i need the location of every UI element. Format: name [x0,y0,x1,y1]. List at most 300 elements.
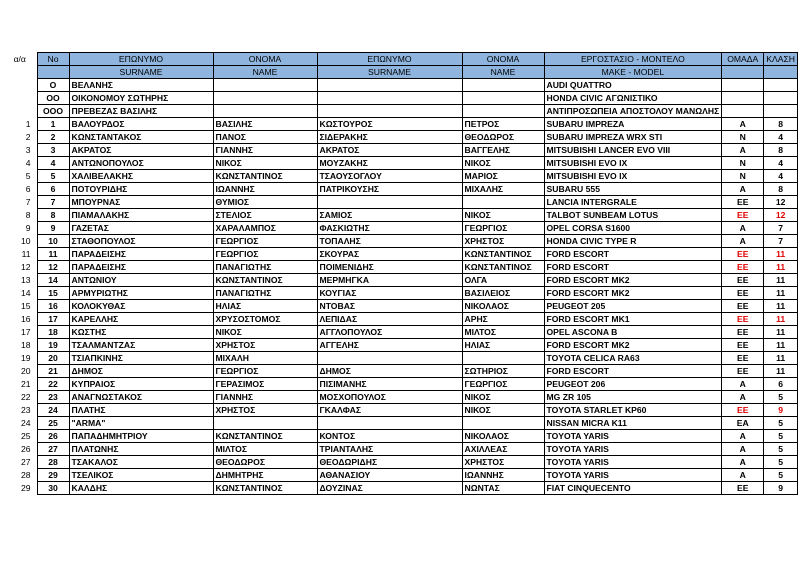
cell-driver-name: ΒΑΣΙΛΗΣ [213,118,317,131]
cell-class [764,79,798,92]
cell-driver-surname: ΒΑΛΟΥΡΔΟΣ [69,118,213,131]
table-row [7,183,797,196]
cell-start-number: 29 [37,469,69,482]
cell-codriver-surname [317,92,462,105]
cell-codriver-surname: ΚΟΝΤΟΣ [317,430,462,443]
cell-driver-name: ΜΙΛΤΟΣ [213,443,317,456]
cell-codriver-name: ΘΕΟΔΩΡΟΣ [462,131,544,144]
cell-codriver-surname: ΠΟΙΜΕΝΙΔΗΣ [317,261,462,274]
cell-driver-surname: ΔΗΜΟΣ [69,365,213,378]
cell-aa [7,92,37,105]
cell-driver-name: ΓΙΑΝΝΗΣ [213,144,317,157]
cell-driver-name: ΚΩΝΣΤΑΝΤΙΝΟΣ [213,482,317,495]
cell-driver-surname: ΠΛΑΤΗΣ [69,404,213,417]
cell-driver-name: ΗΛΙΑΣ [213,300,317,313]
cell-car: ΑΝΤΙΠΡΟΣΩΠΕΙΑ ΑΠΟΣΤΟΛΟΥ ΜΑΝΩΛΗΣ [544,105,722,118]
cell-car: FORD ESCORT [544,261,722,274]
header-class-gr: ΚΛΑΣΗ [764,53,798,66]
cell-driver-surname: ΒΕΛΑΝΗΣ [69,79,213,92]
cell-car: HONDA CIVIC ΑΓΩΝΙΣΤΙΚΟ [544,92,722,105]
cell-start-number: 20 [37,352,69,365]
table-row [7,209,797,222]
cell-driver-surname: ΑΝΤΩΝΟΠΟΥΛΟΣ [69,157,213,170]
cell-car: NISSAN MICRA K11 [544,417,722,430]
cell-aa: 28 [20,470,31,480]
cell-driver-surname: ΓΑΖΕΤΑΣ [69,222,213,235]
table-row [7,105,797,118]
cell-codriver-name: ΝΙΚΟΣ [462,209,544,222]
cell-driver-surname: ΑΝΤΩΝΙΟΥ [69,274,213,287]
cell-codriver-surname: ΑΓΓΛΟΠΟΥΛΟΣ [317,326,462,339]
cell-aa: 26 [20,444,31,454]
cell-group: N [722,170,764,183]
table-row [7,235,797,248]
cell-codriver-surname: ΔΗΜΟΣ [317,365,462,378]
cell-group: EE [722,287,764,300]
cell-driver-name: ΓΙΑΝΝΗΣ [213,391,317,404]
cell-codriver-surname: ΑΚΡΑΤΟΣ [317,144,462,157]
cell-driver-surname: ΚΥΠΡΑΙΟΣ [69,378,213,391]
cell-driver-surname: ΣΤΑΘΟΠΟΥΛΟΣ [69,235,213,248]
cell-start-number: 17 [37,313,69,326]
cell-start-number: 12 [37,261,69,274]
cell-codriver-surname: ΔΟΥΖΙΝΑΣ [317,482,462,495]
cell-codriver-name: ΣΩΤΗΡΙΟΣ [462,365,544,378]
cell-driver-name: ΠΑΝΟΣ [213,131,317,144]
cell-codriver-name: ΓΕΩΡΓΙΟΣ [462,222,544,235]
cell-car: SUBARU IMPREZA WRX STI [544,131,722,144]
cell-driver-name: ΓΕΩΡΓΙΟΣ [213,248,317,261]
header-driver-name-gr: ΟΝΟΜΑ [213,53,317,66]
cell-codriver-name [462,196,544,209]
cell-class: 9 [764,404,798,417]
cell-aa [7,105,37,118]
cell-car: OPEL ASCONA B [544,326,722,339]
table-row [7,222,797,235]
cell-car: FORD ESCORT [544,248,722,261]
cell-driver-name: ΧΡΥΣΟΣΤΟΜΟΣ [213,313,317,326]
cell-group: A [722,118,764,131]
cell-start-number: 14 [37,274,69,287]
cell-aa: 17 [20,327,31,337]
cell-class: 7 [764,235,798,248]
cell-driver-name [213,92,317,105]
table-row [7,378,797,391]
cell-car: TOYOTA YARIS [544,469,722,482]
cell-driver-surname: ΤΣΕΛΙΚΟΣ [69,469,213,482]
cell-codriver-name: ΙΩΑΝΝΗΣ [462,469,544,482]
cell-driver-surname: ΑΡΜΥΡΙΩΤΗΣ [69,287,213,300]
cell-driver-surname: ΤΣΑΚΑΛΟΣ [69,456,213,469]
table-row [7,469,797,482]
cell-codriver-surname: ΑΘΑΝΑΣΙΟΥ [317,469,462,482]
cell-class: 4 [764,170,798,183]
cell-aa: 23 [20,405,31,415]
cell-aa: 16 [20,314,31,324]
cell-group: EE [722,404,764,417]
cell-codriver-name: ΧΡΗΣΤΟΣ [462,456,544,469]
cell-driver-surname: ΠΑΡΑΔΕΙΣΗΣ [69,261,213,274]
cell-aa: 9 [25,223,31,233]
cell-class [764,105,798,118]
cell-driver-name: ΜΙΧΑΛΗ [213,352,317,365]
cell-group: A [722,443,764,456]
cell-car: HONDA CIVIC TYPE R [544,235,722,248]
cell-car: PEUGEOT 206 [544,378,722,391]
cell-codriver-name: ΒΑΣΙΛΕΙΟΣ [462,287,544,300]
cell-start-number: 9 [37,222,69,235]
cell-aa: 13 [20,275,31,285]
header-row-greek [7,53,797,66]
cell-driver-surname: ΤΣΑΛΜΑΝΤΖΑΣ [69,339,213,352]
cell-start-number: 30 [37,482,69,495]
cell-aa: 20 [20,366,31,376]
header-car-gr: ΕΡΓΟΣΤΑΣΙΟ - ΜΟΝΤΕΛΟ [544,53,722,66]
cell-car: LANCIA INTERGRALE [544,196,722,209]
cell-start-number: 25 [37,417,69,430]
cell-driver-surname: ΧΑΛΙΒΕΛΑΚΗΣ [69,170,213,183]
cell-car: MITSUBISHI EVO IX [544,157,722,170]
cell-group: EE [722,274,764,287]
cell-start-number: OOO [37,105,69,118]
cell-car: MITSUBISHI LANCER EVO VIII [544,144,722,157]
cell-codriver-name: ΒΑΓΓΕΛΗΣ [462,144,544,157]
cell-driver-name: ΓΕΡΑΣΙΜΟΣ [213,378,317,391]
cell-aa: 7 [25,197,31,207]
cell-codriver-surname: ΤΡΙΑΝΤΑΛΗΣ [317,443,462,456]
table-row [7,170,797,183]
table-row [7,274,797,287]
cell-aa: 2 [25,132,31,142]
cell-codriver-surname [317,105,462,118]
cell-class: 8 [764,183,798,196]
cell-start-number: 27 [37,443,69,456]
cell-codriver-name [462,92,544,105]
header-row-english [7,66,797,79]
cell-codriver-name: ΝΙΚΟΣ [462,157,544,170]
cell-start-number: 28 [37,456,69,469]
cell-class: 11 [764,287,798,300]
cell-class: 12 [764,209,798,222]
cell-class: 5 [764,456,798,469]
header-driver-surname-en: SURNAME [69,66,213,79]
cell-codriver-name: ΝΩΝΤΑΣ [462,482,544,495]
cell-group: A [722,235,764,248]
cell-driver-surname: ΠΙΑΜΑΛΑΚΗΣ [69,209,213,222]
cell-driver-name: ΓΕΩΡΓΙΟΣ [213,365,317,378]
cell-group: A [722,391,764,404]
cell-start-number: 8 [37,209,69,222]
cell-driver-name: ΧΡΗΣΤΟΣ [213,339,317,352]
cell-group: EE [722,248,764,261]
cell-aa: 4 [25,158,31,168]
cell-class: 5 [764,430,798,443]
cell-codriver-surname: ΝΤΟΒΑΣ [317,300,462,313]
cell-start-number: 3 [37,144,69,157]
cell-aa: 8 [25,210,31,220]
cell-codriver-name: ΗΛΙΑΣ [462,339,544,352]
cell-driver-name: ΙΩΑΝΝΗΣ [213,183,317,196]
cell-codriver-surname [317,196,462,209]
cell-driver-name: ΓΕΩΡΓΙΟΣ [213,235,317,248]
cell-aa: 25 [20,431,31,441]
cell-driver-surname: ΠΡΕΒΕΖΑΣ ΒΑΣΙΛΗΣ [69,105,213,118]
cell-aa: 14 [20,288,31,298]
cell-codriver-surname: ΠΙΣΙΜΑΝΗΣ [317,378,462,391]
cell-class [764,92,798,105]
cell-class: 5 [764,443,798,456]
cell-driver-name: ΠΑΝΑΓΙΩΤΗΣ [213,261,317,274]
cell-codriver-surname: ΠΑΤΡΙΚΟΥΣΗΣ [317,183,462,196]
cell-aa: 3 [25,145,31,155]
cell-driver-name: ΝΙΚΟΣ [213,157,317,170]
cell-car: TALBOT SUNBEAM LOTUS [544,209,722,222]
cell-group: EA [722,417,764,430]
header-group-en [722,66,764,79]
cell-group [722,92,764,105]
table-row [7,157,797,170]
cell-codriver-name: ΝΙΚΟΣ [462,391,544,404]
cell-car: MITSUBISHI EVO IX [544,170,722,183]
cell-driver-surname: ΚΩΝΣΤΑΝΤΑΚΟΣ [69,131,213,144]
cell-driver-surname: ΠΑΠΑΔΗΜΗΤΡΙΟΥ [69,430,213,443]
cell-codriver-surname: ΣΚΟΥΡΑΣ [317,248,462,261]
cell-class: 8 [764,144,798,157]
cell-aa: 22 [20,392,31,402]
table-row [7,118,797,131]
cell-codriver-surname: ΤΣΑΟΥΣΟΓΛΟΥ [317,170,462,183]
cell-codriver-name: ΝΙΚΟΛΑΟΣ [462,300,544,313]
cell-car: FORD ESCORT MK2 [544,274,722,287]
table-row [7,352,797,365]
table-row [7,313,797,326]
table-row [7,391,797,404]
cell-start-number: 23 [37,391,69,404]
cell-codriver-name [462,352,544,365]
header-no-blank [37,66,69,79]
cell-codriver-name: ΓΕΩΡΓΙΟΣ [462,378,544,391]
table-row [7,196,797,209]
header-codriver-name-en: NAME [462,66,544,79]
cell-group: A [722,456,764,469]
cell-class: 11 [764,326,798,339]
cell-driver-name: ΚΩΝΣΤΑΝΤΙΝΟΣ [213,430,317,443]
cell-codriver-surname: ΚΩΣΤΟΥΡΟΣ [317,118,462,131]
cell-aa: 24 [20,418,31,428]
cell-driver-surname: ΚΩΣΤΗΣ [69,326,213,339]
cell-class: 11 [764,339,798,352]
cell-car: PEUGEOT 205 [544,300,722,313]
cell-driver-name [213,105,317,118]
cell-codriver-name: ΜΑΡΙΟΣ [462,170,544,183]
cell-group: A [722,183,764,196]
cell-class: 11 [764,248,798,261]
cell-start-number: 21 [37,365,69,378]
cell-codriver-name: ΠΕΤΡΟΣ [462,118,544,131]
cell-codriver-name: ΧΡΗΣΤΟΣ [462,235,544,248]
cell-class: 5 [764,417,798,430]
cell-car: MG ZR 105 [544,391,722,404]
table-row [7,456,797,469]
cell-car: FIAT CINQUECENTO [544,482,722,495]
cell-codriver-name: ΜΙΛΤΟΣ [462,326,544,339]
table-row [7,404,797,417]
cell-codriver-surname: ΛΕΠΙΔΑΣ [317,313,462,326]
cell-driver-surname: "ARMA" [69,417,213,430]
cell-car: TOYOTA YARIS [544,430,722,443]
cell-class: 8 [764,118,798,131]
cell-group: EE [722,196,764,209]
table-row [7,287,797,300]
cell-start-number: 15 [37,287,69,300]
cell-codriver-surname: ΜΟΥΖΑΚΗΣ [317,157,462,170]
cell-driver-surname: ΑΚΡΑΤΟΣ [69,144,213,157]
entry-list-table [7,52,798,495]
cell-aa: 12 [20,262,31,272]
table-row [7,79,797,92]
cell-group: EE [722,326,764,339]
cell-codriver-name [462,79,544,92]
cell-class: 11 [764,313,798,326]
header-aa-blank [7,66,37,79]
cell-class: 11 [764,365,798,378]
cell-class: 11 [764,261,798,274]
cell-start-number: 18 [37,326,69,339]
cell-car: FORD ESCORT [544,365,722,378]
cell-driver-surname: ΠΑΡΑΔΕΙΣΗΣ [69,248,213,261]
table-row [7,417,797,430]
cell-driver-name: ΚΩΝΣΤΑΝΤΙΝΟΣ [213,274,317,287]
cell-driver-name: ΚΩΝΣΤΑΝΤΙΝΟΣ [213,170,317,183]
cell-driver-surname: ΤΣΙΑΠΚΙΝΗΣ [69,352,213,365]
cell-class: 4 [764,131,798,144]
cell-start-number: 4 [37,157,69,170]
cell-start-number: 26 [37,430,69,443]
cell-car: SUBARU IMPREZA [544,118,722,131]
header-group-gr: ΟΜΑΔΑ [722,53,764,66]
table-row [7,326,797,339]
cell-aa: 6 [25,184,31,194]
cell-driver-name: ΧΑΡΑΛΑΜΠΟΣ [213,222,317,235]
cell-codriver-surname: ΣΙΔΕΡΑΚΗΣ [317,131,462,144]
cell-group [722,79,764,92]
cell-driver-surname: ΠΟΤΟΥΡΙΔΗΣ [69,183,213,196]
cell-aa: 10 [20,236,31,246]
cell-group: A [722,430,764,443]
cell-start-number: 5 [37,170,69,183]
cell-start-number: 24 [37,404,69,417]
cell-group: EE [722,300,764,313]
cell-aa: 1 [25,119,31,129]
cell-start-number: 22 [37,378,69,391]
cell-driver-surname: ΟΙΚΟΝΟΜΟΥ ΣΩΤΗΡΗΣ [69,92,213,105]
cell-codriver-name: ΚΩΝΣΤΑΝΤΙΝΟΣ [462,248,544,261]
header-no: No [37,53,69,66]
cell-codriver-surname [317,79,462,92]
cell-driver-surname: ΑΝΑΓΝΩΣΤΑΚΟΣ [69,391,213,404]
cell-codriver-name [462,417,544,430]
cell-aa [7,79,37,92]
table-row [7,92,797,105]
cell-start-number: 11 [37,248,69,261]
cell-start-number: 1 [37,118,69,131]
table-row [7,443,797,456]
cell-class: 12 [764,196,798,209]
cell-codriver-name [462,105,544,118]
cell-car: TOYOTA CELICA RA63 [544,352,722,365]
cell-driver-name: ΘΥΜΙΟΣ [213,196,317,209]
cell-driver-name: ΠΑΝΑΓΙΩΤΗΣ [213,287,317,300]
cell-start-number: 19 [37,339,69,352]
cell-car: TOYOTA YARIS [544,456,722,469]
cell-car: FORD ESCORT MK2 [544,339,722,352]
cell-group: EE [722,482,764,495]
cell-driver-name [213,79,317,92]
cell-group: EE [722,261,764,274]
cell-driver-name: ΣΤΕΛΙΟΣ [213,209,317,222]
cell-codriver-name: ΑΡΗΣ [462,313,544,326]
cell-codriver-surname: ΣΑΜΙΟΣ [317,209,462,222]
cell-codriver-name: ΟΛΓΑ [462,274,544,287]
cell-codriver-surname [317,352,462,365]
table-row [7,131,797,144]
cell-codriver-surname: ΜΕΡΜΗΓΚΑ [317,274,462,287]
cell-codriver-surname: ΓΚΑΛΦΑΣ [317,404,462,417]
cell-group: EE [722,313,764,326]
cell-driver-name: ΧΡΗΣΤΟΣ [213,404,317,417]
cell-group: A [722,222,764,235]
cell-aa: 11 [21,249,31,259]
header-codriver-surname-en: SURNAME [317,66,462,79]
cell-class: 7 [764,222,798,235]
header-aa: α/α [13,54,26,64]
cell-class: 11 [764,352,798,365]
cell-class: 9 [764,482,798,495]
cell-group: A [722,378,764,391]
cell-aa: 27 [20,457,31,467]
cell-group: A [722,469,764,482]
cell-group: N [722,131,764,144]
cell-driver-name [213,417,317,430]
cell-group: N [722,157,764,170]
cell-group: EE [722,352,764,365]
cell-group: EE [722,339,764,352]
header-driver-name-en: NAME [213,66,317,79]
cell-class: 6 [764,378,798,391]
cell-driver-name: ΔΗΜΗΤΡΗΣ [213,469,317,482]
cell-car: FORD ESCORT MK1 [544,313,722,326]
cell-aa: 5 [25,171,31,181]
cell-codriver-surname: ΦΑΣΚΙΩΤΗΣ [317,222,462,235]
header-class-en [764,66,798,79]
table-row [7,248,797,261]
cell-car: SUBARU 555 [544,183,722,196]
header-driver-surname-gr: ΕΠΩΝΥΜΟ [69,53,213,66]
cell-driver-name: ΝΙΚΟΣ [213,326,317,339]
table-row [7,430,797,443]
table-row [7,261,797,274]
cell-driver-surname: ΚΑΛΔΗΣ [69,482,213,495]
cell-class: 5 [764,391,798,404]
cell-codriver-name: ΚΩΝΣΤΑΝΤΙΝΟΣ [462,261,544,274]
cell-class: 5 [764,469,798,482]
cell-aa: 18 [20,340,31,350]
table-row [7,482,797,495]
cell-codriver-surname: ΘΕΟΔΩΡΙΔΗΣ [317,456,462,469]
cell-codriver-surname: ΚΟΥΓΙΑΣ [317,287,462,300]
cell-class: 11 [764,274,798,287]
cell-driver-surname: ΚΟΛΟΚΥΘΑΣ [69,300,213,313]
